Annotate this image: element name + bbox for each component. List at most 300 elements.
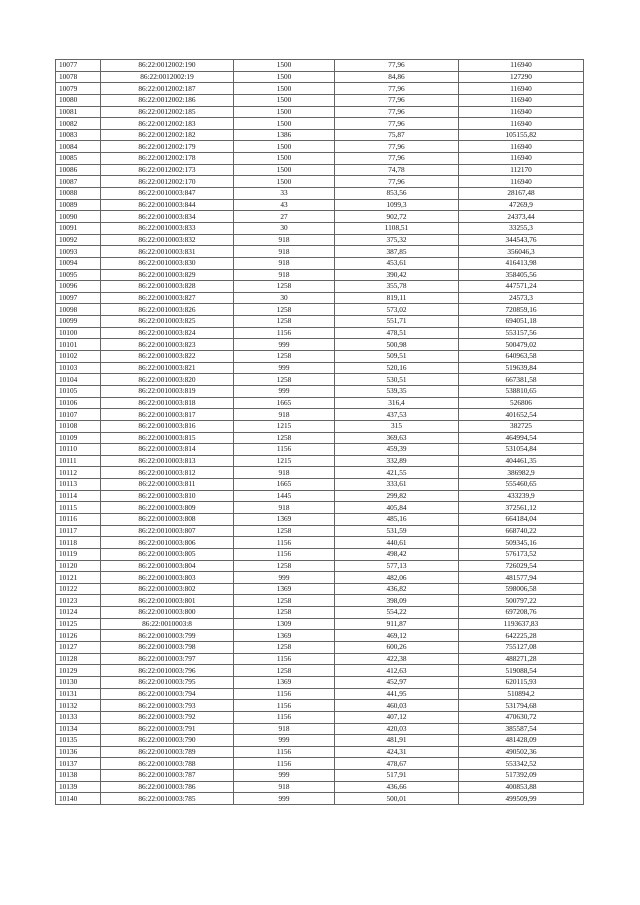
cadastral-number-cell: 86:22:0010003:793 — [101, 700, 234, 712]
table-row — [56, 281, 584, 293]
total-cell: 500479,02 — [459, 339, 584, 351]
cadastral-number-cell: 86:22:0012002:186 — [101, 94, 234, 106]
value-a-cell: 999 — [234, 385, 335, 397]
cadastral-number-cell: 86:22:0010003:826 — [101, 304, 234, 316]
total-cell: 116940 — [459, 94, 584, 106]
cadastral-number-cell: 86:22:0010003:791 — [101, 723, 234, 735]
row-number-cell: 10083 — [56, 129, 101, 141]
table-row — [56, 397, 584, 409]
table-row — [56, 583, 584, 595]
row-number-cell: 10112 — [56, 467, 101, 479]
table-row — [56, 618, 584, 630]
value-a-cell: 1500 — [234, 94, 335, 106]
value-a-cell: 918 — [234, 257, 335, 269]
table-row — [56, 304, 584, 316]
cadastral-number-cell: 86:22:0010003:821 — [101, 362, 234, 374]
row-number-cell: 10135 — [56, 735, 101, 747]
total-cell: 490502,36 — [459, 746, 584, 758]
value-a-cell: 1369 — [234, 676, 335, 688]
table-row — [56, 746, 584, 758]
row-number-cell: 10134 — [56, 723, 101, 735]
cadastral-number-cell: 86:22:0010003:824 — [101, 327, 234, 339]
value-a-cell: 1156 — [234, 700, 335, 712]
table-row — [56, 595, 584, 607]
cadastral-number-cell: 86:22:0010003:809 — [101, 502, 234, 514]
cadastral-number-cell: 86:22:0012002:179 — [101, 141, 234, 153]
value-a-cell: 1156 — [234, 444, 335, 456]
row-number-cell: 10078 — [56, 71, 101, 83]
row-number-cell: 10082 — [56, 118, 101, 130]
value-b-cell: 422,38 — [335, 653, 459, 665]
table-row — [56, 711, 584, 723]
value-b-cell: 77,96 — [335, 141, 459, 153]
row-number-cell: 10093 — [56, 246, 101, 258]
cadastral-number-cell: 86:22:0010003:796 — [101, 665, 234, 677]
value-a-cell: 1156 — [234, 327, 335, 339]
cadastral-number-cell: 86:22:0010003:803 — [101, 572, 234, 584]
total-cell: 509345,16 — [459, 537, 584, 549]
cadastral-number-cell: 86:22:0012002:178 — [101, 153, 234, 165]
cadastral-number-cell: 86:22:0010003:816 — [101, 420, 234, 432]
value-b-cell: 440,61 — [335, 537, 459, 549]
table-row — [56, 642, 584, 654]
row-number-cell: 10101 — [56, 339, 101, 351]
value-b-cell: 1108,51 — [335, 222, 459, 234]
total-cell: 385587,54 — [459, 723, 584, 735]
cadastral-number-cell: 86:22:0010003:823 — [101, 339, 234, 351]
value-a-cell: 1258 — [234, 607, 335, 619]
value-a-cell: 1665 — [234, 479, 335, 491]
total-cell: 553342,52 — [459, 758, 584, 770]
row-number-cell: 10136 — [56, 746, 101, 758]
cadastral-number-cell: 86:22:0010003:802 — [101, 583, 234, 595]
cadastral-number-cell: 86:22:0010003:808 — [101, 513, 234, 525]
cadastral-number-cell: 86:22:0010003:794 — [101, 688, 234, 700]
cadastral-number-cell: 86:22:0012002:173 — [101, 164, 234, 176]
row-number-cell: 10089 — [56, 199, 101, 211]
value-b-cell: 299,82 — [335, 490, 459, 502]
value-a-cell: 1156 — [234, 711, 335, 723]
total-cell: 33255,3 — [459, 222, 584, 234]
table-row — [56, 164, 584, 176]
total-cell: 667381,58 — [459, 374, 584, 386]
value-b-cell: 819,11 — [335, 292, 459, 304]
cadastral-number-cell: 86:22:0010003:829 — [101, 269, 234, 281]
total-cell: 668740,22 — [459, 525, 584, 537]
value-a-cell: 1258 — [234, 304, 335, 316]
row-number-cell: 10085 — [56, 153, 101, 165]
cadastral-number-cell: 86:22:0010003:814 — [101, 444, 234, 456]
value-b-cell: 911,87 — [335, 618, 459, 630]
table-row — [56, 316, 584, 328]
cadastral-number-cell: 86:22:0010003:805 — [101, 548, 234, 560]
total-cell: 1193637,83 — [459, 618, 584, 630]
value-b-cell: 77,96 — [335, 118, 459, 130]
value-b-cell: 332,89 — [335, 455, 459, 467]
total-cell: 510894,2 — [459, 688, 584, 700]
value-a-cell: 1309 — [234, 618, 335, 630]
total-cell: 481577,94 — [459, 572, 584, 584]
table-row — [56, 502, 584, 514]
value-a-cell: 30 — [234, 292, 335, 304]
value-a-cell: 1156 — [234, 653, 335, 665]
total-cell: 481428,09 — [459, 735, 584, 747]
value-a-cell: 1156 — [234, 548, 335, 560]
value-b-cell: 577,13 — [335, 560, 459, 572]
value-b-cell: 437,53 — [335, 409, 459, 421]
value-a-cell: 1156 — [234, 758, 335, 770]
table-row — [56, 351, 584, 363]
total-cell: 447571,24 — [459, 281, 584, 293]
value-b-cell: 500,01 — [335, 793, 459, 805]
total-cell: 664184,04 — [459, 513, 584, 525]
value-b-cell: 77,96 — [335, 176, 459, 188]
value-a-cell: 918 — [234, 723, 335, 735]
cadastral-number-cell: 86:22:0010003:792 — [101, 711, 234, 723]
value-b-cell: 498,42 — [335, 548, 459, 560]
value-b-cell: 355,78 — [335, 281, 459, 293]
value-b-cell: 453,61 — [335, 257, 459, 269]
value-a-cell: 1258 — [234, 281, 335, 293]
cadastral-number-cell: 86:22:0012002:183 — [101, 118, 234, 130]
value-a-cell: 33 — [234, 188, 335, 200]
row-number-cell: 10124 — [56, 607, 101, 619]
table-row — [56, 665, 584, 677]
table-row — [56, 700, 584, 712]
total-cell: 105155,82 — [459, 129, 584, 141]
total-cell: 538810,65 — [459, 385, 584, 397]
total-cell: 598006,58 — [459, 583, 584, 595]
value-b-cell: 573,02 — [335, 304, 459, 316]
row-number-cell: 10110 — [56, 444, 101, 456]
table-row — [56, 560, 584, 572]
data-table — [55, 59, 584, 805]
table-row — [56, 653, 584, 665]
total-cell: 116940 — [459, 141, 584, 153]
value-a-cell: 1215 — [234, 455, 335, 467]
cadastral-number-cell: 86:22:0010003:810 — [101, 490, 234, 502]
value-a-cell: 1258 — [234, 560, 335, 572]
value-b-cell: 77,96 — [335, 60, 459, 72]
table-row — [56, 572, 584, 584]
table-row — [56, 60, 584, 72]
row-number-cell: 10080 — [56, 94, 101, 106]
row-number-cell: 10092 — [56, 234, 101, 246]
total-cell: 116940 — [459, 118, 584, 130]
cadastral-number-cell: 86:22:0010003:799 — [101, 630, 234, 642]
row-number-cell: 10131 — [56, 688, 101, 700]
cadastral-number-cell: 86:22:0010003:786 — [101, 781, 234, 793]
value-b-cell: 478,67 — [335, 758, 459, 770]
value-b-cell: 77,96 — [335, 94, 459, 106]
table-row — [56, 222, 584, 234]
value-b-cell: 481,91 — [335, 735, 459, 747]
table-row — [56, 630, 584, 642]
row-number-cell: 10120 — [56, 560, 101, 572]
value-b-cell: 500,98 — [335, 339, 459, 351]
total-cell: 720859,16 — [459, 304, 584, 316]
value-a-cell: 1258 — [234, 374, 335, 386]
row-number-cell: 10115 — [56, 502, 101, 514]
row-number-cell: 10099 — [56, 316, 101, 328]
cadastral-number-cell: 86:22:0010003:798 — [101, 642, 234, 654]
cadastral-number-cell: 86:22:0010003:804 — [101, 560, 234, 572]
row-number-cell: 10081 — [56, 106, 101, 118]
cadastral-number-cell: 86:22:0010003:789 — [101, 746, 234, 758]
table-row — [56, 607, 584, 619]
row-number-cell: 10139 — [56, 781, 101, 793]
row-number-cell: 10091 — [56, 222, 101, 234]
total-cell: 500797,22 — [459, 595, 584, 607]
table-row — [56, 362, 584, 374]
value-b-cell: 407,12 — [335, 711, 459, 723]
total-cell: 24373,44 — [459, 211, 584, 223]
value-b-cell: 517,91 — [335, 770, 459, 782]
value-a-cell: 1258 — [234, 351, 335, 363]
value-a-cell: 918 — [234, 467, 335, 479]
table-row — [56, 118, 584, 130]
cadastral-number-cell: 86:22:0010003:812 — [101, 467, 234, 479]
total-cell: 416413,98 — [459, 257, 584, 269]
value-b-cell: 436,82 — [335, 583, 459, 595]
cadastral-number-cell: 86:22:0010003:790 — [101, 735, 234, 747]
table-row — [56, 327, 584, 339]
total-cell: 344543,76 — [459, 234, 584, 246]
value-a-cell: 1369 — [234, 630, 335, 642]
value-b-cell: 420,03 — [335, 723, 459, 735]
total-cell: 526806 — [459, 397, 584, 409]
cadastral-number-cell: 86:22:0010003:815 — [101, 432, 234, 444]
row-number-cell: 10104 — [56, 374, 101, 386]
total-cell: 620115,93 — [459, 676, 584, 688]
row-number-cell: 10116 — [56, 513, 101, 525]
table-row — [56, 141, 584, 153]
value-b-cell: 530,51 — [335, 374, 459, 386]
total-cell: 356046,3 — [459, 246, 584, 258]
row-number-cell: 10079 — [56, 83, 101, 95]
value-b-cell: 398,09 — [335, 595, 459, 607]
cadastral-number-cell: 86:22:0010003:788 — [101, 758, 234, 770]
value-a-cell: 1500 — [234, 71, 335, 83]
value-a-cell: 999 — [234, 770, 335, 782]
table-row — [56, 257, 584, 269]
cadastral-number-cell: 86:22:0012002:182 — [101, 129, 234, 141]
total-cell: 519639,84 — [459, 362, 584, 374]
value-b-cell: 436,66 — [335, 781, 459, 793]
value-a-cell: 1500 — [234, 106, 335, 118]
total-cell: 358405,56 — [459, 269, 584, 281]
value-a-cell: 1258 — [234, 642, 335, 654]
table-row — [56, 199, 584, 211]
value-b-cell: 75,87 — [335, 129, 459, 141]
cadastral-number-cell: 86:22:0010003:833 — [101, 222, 234, 234]
cadastral-number-cell: 86:22:0010003:825 — [101, 316, 234, 328]
table-row — [56, 409, 584, 421]
value-a-cell: 1258 — [234, 316, 335, 328]
total-cell: 386982,9 — [459, 467, 584, 479]
row-number-cell: 10097 — [56, 292, 101, 304]
total-cell: 400853,88 — [459, 781, 584, 793]
value-a-cell: 1156 — [234, 746, 335, 758]
total-cell: 116940 — [459, 106, 584, 118]
cadastral-number-cell: 86:22:0010003:787 — [101, 770, 234, 782]
value-b-cell: 405,84 — [335, 502, 459, 514]
row-number-cell: 10122 — [56, 583, 101, 595]
row-number-cell: 10133 — [56, 711, 101, 723]
value-b-cell: 902,72 — [335, 211, 459, 223]
table-row — [56, 385, 584, 397]
total-cell: 116940 — [459, 153, 584, 165]
value-a-cell: 1500 — [234, 164, 335, 176]
total-cell: 555460,65 — [459, 479, 584, 491]
value-a-cell: 43 — [234, 199, 335, 211]
row-number-cell: 10108 — [56, 420, 101, 432]
total-cell: 47269,9 — [459, 199, 584, 211]
row-number-cell: 10126 — [56, 630, 101, 642]
value-a-cell: 1500 — [234, 60, 335, 72]
row-number-cell: 10132 — [56, 700, 101, 712]
value-a-cell: 1258 — [234, 595, 335, 607]
value-b-cell: 853,56 — [335, 188, 459, 200]
table-row — [56, 176, 584, 188]
value-a-cell: 30 — [234, 222, 335, 234]
table-row — [56, 246, 584, 258]
cadastral-number-cell: 86:22:0012002:170 — [101, 176, 234, 188]
value-a-cell: 1386 — [234, 129, 335, 141]
cadastral-number-cell: 86:22:0012002:19 — [101, 71, 234, 83]
value-a-cell: 1258 — [234, 432, 335, 444]
row-number-cell: 10113 — [56, 479, 101, 491]
row-number-cell: 10137 — [56, 758, 101, 770]
row-number-cell: 10084 — [56, 141, 101, 153]
value-b-cell: 452,97 — [335, 676, 459, 688]
document-page — [55, 59, 583, 805]
total-cell: 640963,58 — [459, 351, 584, 363]
value-a-cell: 1445 — [234, 490, 335, 502]
table-row — [56, 444, 584, 456]
value-a-cell: 918 — [234, 502, 335, 514]
table-row — [56, 688, 584, 700]
cadastral-number-cell: 86:22:0010003:834 — [101, 211, 234, 223]
row-number-cell: 10128 — [56, 653, 101, 665]
value-b-cell: 551,71 — [335, 316, 459, 328]
cadastral-number-cell: 86:22:0010003:831 — [101, 246, 234, 258]
table-row — [56, 455, 584, 467]
table-row — [56, 548, 584, 560]
row-number-cell: 10096 — [56, 281, 101, 293]
table-row — [56, 770, 584, 782]
table-row — [56, 339, 584, 351]
value-b-cell: 424,31 — [335, 746, 459, 758]
value-b-cell: 77,96 — [335, 153, 459, 165]
value-a-cell: 1156 — [234, 688, 335, 700]
total-cell: 401652,54 — [459, 409, 584, 421]
row-number-cell: 10105 — [56, 385, 101, 397]
row-number-cell: 10127 — [56, 642, 101, 654]
value-a-cell: 1665 — [234, 397, 335, 409]
row-number-cell: 10077 — [56, 60, 101, 72]
table-row — [56, 234, 584, 246]
row-number-cell: 10106 — [56, 397, 101, 409]
row-number-cell: 10103 — [56, 362, 101, 374]
value-a-cell: 999 — [234, 362, 335, 374]
row-number-cell: 10090 — [56, 211, 101, 223]
row-number-cell: 10087 — [56, 176, 101, 188]
value-b-cell: 520,16 — [335, 362, 459, 374]
value-b-cell: 333,61 — [335, 479, 459, 491]
cadastral-number-cell: 86:22:0010003:800 — [101, 607, 234, 619]
cadastral-number-cell: 86:22:0010003:797 — [101, 653, 234, 665]
cadastral-number-cell: 86:22:0010003:817 — [101, 409, 234, 421]
cadastral-number-cell: 86:22:0010003:8 — [101, 618, 234, 630]
table-row — [56, 269, 584, 281]
total-cell: 112170 — [459, 164, 584, 176]
cadastral-number-cell: 86:22:0012002:190 — [101, 60, 234, 72]
total-cell: 531054,84 — [459, 444, 584, 456]
value-a-cell: 918 — [234, 409, 335, 421]
table-row — [56, 781, 584, 793]
table-row — [56, 83, 584, 95]
total-cell: 726029,54 — [459, 560, 584, 572]
table-row — [56, 106, 584, 118]
row-number-cell: 10109 — [56, 432, 101, 444]
total-cell: 531794,68 — [459, 700, 584, 712]
value-b-cell: 369,63 — [335, 432, 459, 444]
value-a-cell: 1258 — [234, 665, 335, 677]
value-a-cell: 1369 — [234, 513, 335, 525]
cadastral-number-cell: 86:22:0010003:807 — [101, 525, 234, 537]
value-b-cell: 600,26 — [335, 642, 459, 654]
table-body — [56, 60, 584, 805]
value-a-cell: 1500 — [234, 118, 335, 130]
cadastral-number-cell: 86:22:0010003:813 — [101, 455, 234, 467]
row-number-cell: 10094 — [56, 257, 101, 269]
row-number-cell: 10102 — [56, 351, 101, 363]
value-b-cell: 1099,3 — [335, 199, 459, 211]
cadastral-number-cell: 86:22:0010003:785 — [101, 793, 234, 805]
total-cell: 499509,99 — [459, 793, 584, 805]
value-a-cell: 1258 — [234, 525, 335, 537]
table-row — [56, 479, 584, 491]
value-b-cell: 460,03 — [335, 700, 459, 712]
cadastral-number-cell: 86:22:0010003:818 — [101, 397, 234, 409]
table-row — [56, 513, 584, 525]
total-cell: 464994,54 — [459, 432, 584, 444]
value-b-cell: 485,16 — [335, 513, 459, 525]
value-a-cell: 1500 — [234, 176, 335, 188]
row-number-cell: 10117 — [56, 525, 101, 537]
value-b-cell: 316,4 — [335, 397, 459, 409]
cadastral-number-cell: 86:22:0010003:806 — [101, 537, 234, 549]
value-b-cell: 509,51 — [335, 351, 459, 363]
total-cell: 488271,28 — [459, 653, 584, 665]
row-number-cell: 10095 — [56, 269, 101, 281]
total-cell: 24573,3 — [459, 292, 584, 304]
value-b-cell: 387,85 — [335, 246, 459, 258]
row-number-cell: 10121 — [56, 572, 101, 584]
value-a-cell: 1156 — [234, 537, 335, 549]
table-row — [56, 432, 584, 444]
row-number-cell: 10111 — [56, 455, 101, 467]
value-a-cell: 1500 — [234, 153, 335, 165]
table-row — [56, 793, 584, 805]
row-number-cell: 10098 — [56, 304, 101, 316]
table-row — [56, 758, 584, 770]
value-b-cell: 77,96 — [335, 83, 459, 95]
table-row — [56, 467, 584, 479]
table-row — [56, 374, 584, 386]
total-cell: 28167,48 — [459, 188, 584, 200]
